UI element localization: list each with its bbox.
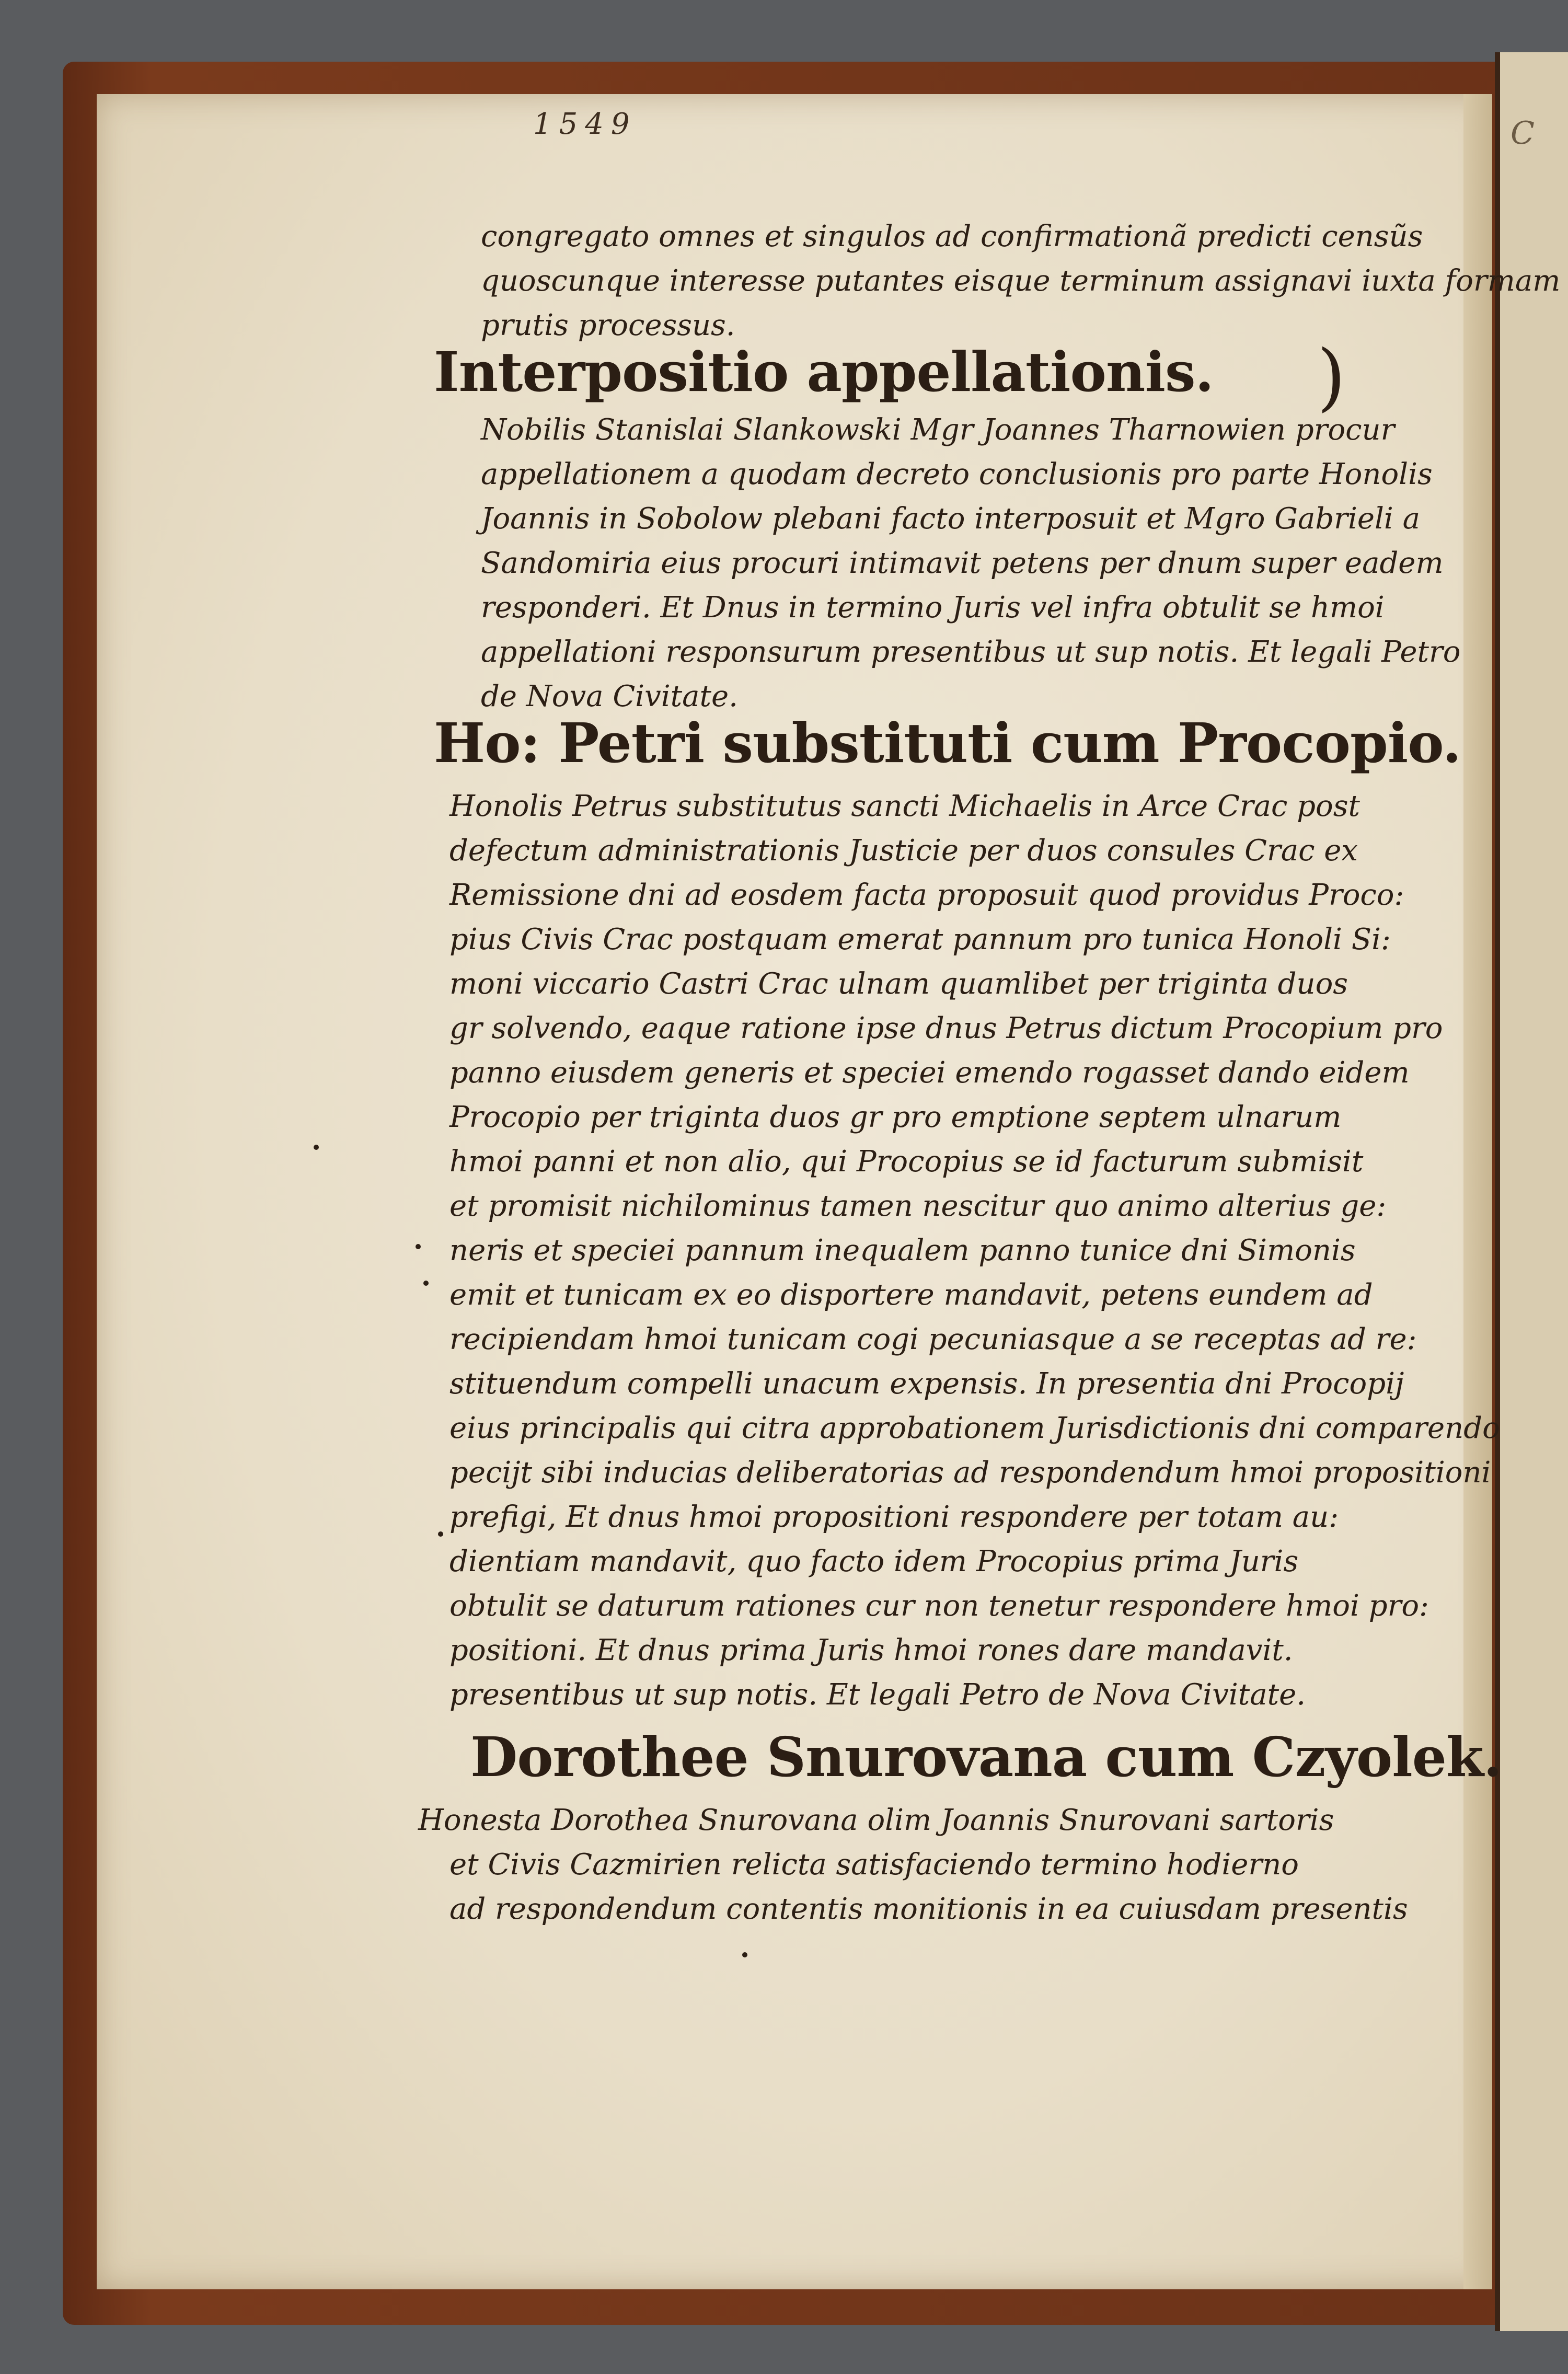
text-line: et promisit nichilominus tamen nescitur quo animo alterius ge: [449,1189,1387,1223]
text-line: dientiam mandavit, quo facto idem Procopius prima Juris [449,1545,1299,1578]
text-line: obtulit se daturum rationes cur non tenetur respondere hmoi pro: [449,1589,1429,1623]
text-line: Honesta Dorothea Snurovana olim Joannis Snurovani sartoris [418,1803,1334,1837]
text-line: hmoi panni et non alio, qui Procopius se id facturum submisit [449,1145,1364,1179]
text-line: stituendum compelli unacum expensis. In presentia dni Procopij [449,1367,1404,1401]
text-line: appellationi responsurum presentibus ut sup notis. Et legali Petro [481,635,1461,669]
section-heading: Interpositio appellationis. [434,340,1214,404]
folio-number: 1549 [533,107,637,141]
text-line: moni viccario Castri Crac ulnam quamlibet per triginta duos [449,967,1348,1001]
text-line: et Civis Cazmirien relicta satisfaciendo termino hodierno [449,1848,1299,1882]
text-line: ad respondendum contentis monitionis in ea cuiusdam presentis [449,1892,1408,1926]
text-line: Joannis in Sobolow plebani facto interposuit et Mgro Gabrieli a [481,502,1421,536]
text-line: recipiendam hmoi tunicam cogi pecuniasque a se receptas ad re: [449,1322,1417,1356]
text-line: presentibus ut sup notis. Et legali Petro de Nova Civitate. [449,1678,1306,1712]
page-edge-shadow [1463,94,1492,2289]
margin-mark [742,1952,747,1957]
next-page-edge [1495,52,1568,2331]
text-line: appellationem a quodam decreto conclusionis pro parte Honolis [481,457,1433,491]
text-line: defectum administrationis Justicie per duos consules Crac ex [449,834,1358,868]
text-line: gr solvendo, eaque ratione ipse dnus Petrus dictum Procopium pro [449,1011,1443,1045]
text-line: prutis processus. [481,308,735,342]
text-line: Honolis Petrus substitutus sancti Michaelis in Arce Crac post [449,789,1360,823]
text-line: responderi. Et Dnus in termino Juris vel infra obtulit se hmoi [481,591,1385,625]
text-line: Nobilis Stanislai Slankowski Mgr Joannes Tharnowien procur [481,413,1395,447]
text-line: emit et tunicam ex eo disportere mandavit, petens eundem ad [449,1278,1373,1312]
text-line: pecijt sibi inducias deliberatorias ad respondendum hmoi propositioni [449,1456,1491,1490]
margin-mark [423,1281,429,1286]
text-line: Procopio per triginta duos gr pro emptione septem ulnarum [449,1100,1342,1134]
text-line: Sandomiria eius procuri intimavit petens per dnum super eadem [481,546,1444,580]
text-line: congregato omnes et singulos ad confirmationã predicti censũs [481,220,1423,253]
section-heading: Dorothee Snurovana cum Czyolek. [470,1725,1502,1789]
margin-flourish: ) [1317,335,1346,420]
text-line: neris et speciei pannum inequalem panno tunice dni Simonis [449,1234,1356,1267]
text-line: panno eiusdem generis et speciei emendo rogasset dando eidem [449,1056,1410,1090]
margin-mark [438,1531,443,1537]
text-line: quoscunque interesse putantes eisque terminum assignavi iuxta formam [481,264,1561,298]
section-heading: Ho: Petri substituti cum Procopio. [434,711,1461,775]
text-line: prefigi, Et dnus hmoi propositioni respondere per totam au: [449,1500,1339,1534]
next-page-fragment: C [1511,115,1535,152]
margin-mark [416,1244,421,1249]
text-line: pius Civis Crac postquam emerat pannum pro tunica Honoli Si: [449,923,1391,956]
text-line: Remissione dni ad eosdem facta proposuit quod providus Proco: [449,878,1404,912]
text-line: de Nova Civitate. [481,679,738,713]
text-line: eius principalis qui citra approbationem Jurisdictionis dni comparendo [449,1411,1500,1445]
margin-mark [314,1145,319,1150]
text-line: positioni. Et dnus prima Juris hmoi rones dare mandavit. [449,1633,1293,1667]
